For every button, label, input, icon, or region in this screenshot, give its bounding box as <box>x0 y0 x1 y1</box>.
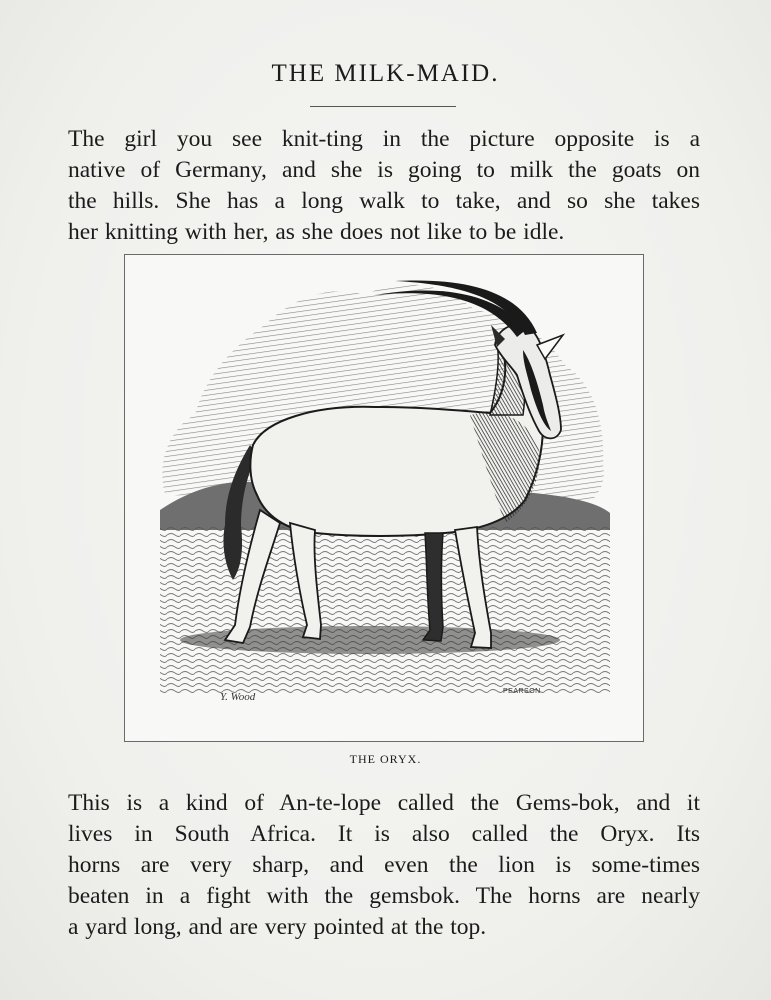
paragraph-line: the hills. She has a long walk to take, and so she takes <box>68 188 700 214</box>
paragraph-line: her knitting with her, as she does not like to be idle. <box>68 219 565 245</box>
engraver-signature-left: Y. Wood <box>220 691 256 703</box>
milkmaid-paragraph <box>68 124 700 248</box>
page-title: THE MILK-MAID. <box>271 60 500 87</box>
oryx-engraving <box>124 254 644 742</box>
engraver-signature-right: PEARSON <box>503 688 541 695</box>
oryx-illustration <box>125 255 643 741</box>
paragraph-line: horns are very sharp, and even the lion is some-times <box>68 852 700 878</box>
paragraph-line: This is a kind of An-te-lope called the Gems-bok, and it <box>68 790 700 816</box>
paragraph-line: The girl you see knit-ting in the picture opposite is a <box>68 126 700 152</box>
title-divider <box>310 106 456 107</box>
paragraph-line: a yard long, and are very pointed at the top. <box>68 914 487 940</box>
figure-caption: THE ORYX. <box>349 752 422 766</box>
paragraph-line: native of Germany, and she is going to milk the goats on <box>68 157 700 183</box>
paragraph-line: beaten in a fight with the gemsbok. The horns are nearly <box>68 883 700 909</box>
paragraph-line: lives in South Africa. It is also called the Oryx. Its <box>68 821 700 847</box>
gemsbok-paragraph <box>68 788 700 943</box>
